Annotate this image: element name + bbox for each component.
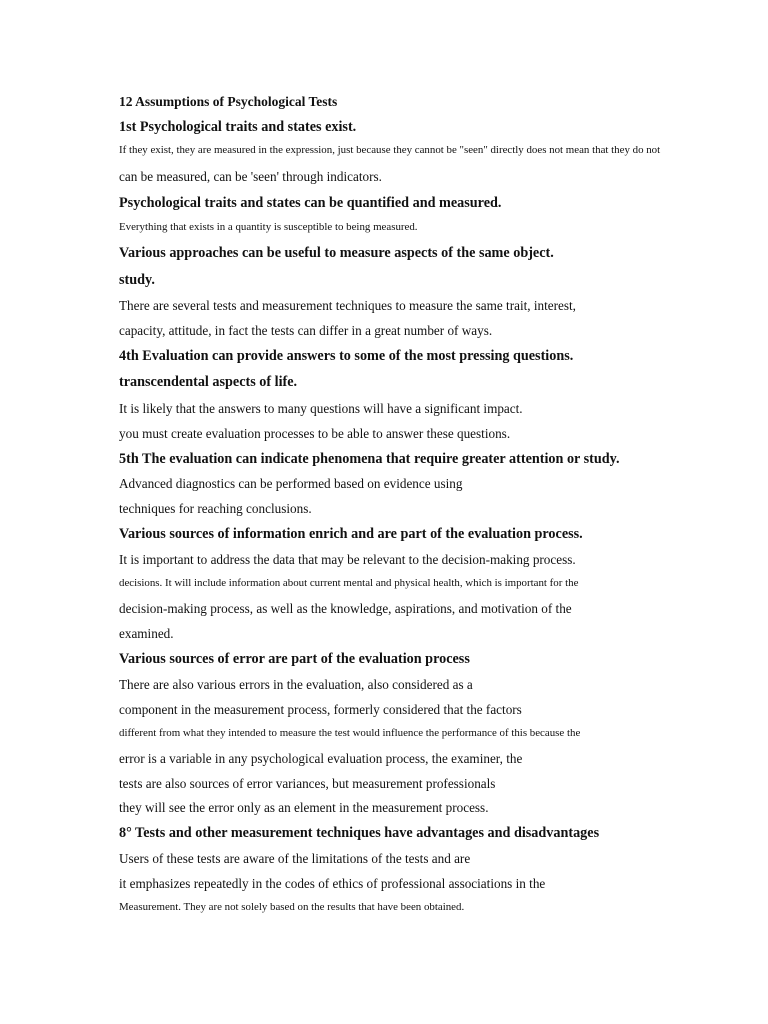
body-line: Advanced diagnostics can be performed based on evidence using [119, 476, 463, 491]
body-line: There are also various errors in the evaluation, also considered as a [119, 677, 473, 692]
body-line: It is important to address the data that may be relevant to the decision-making process. [119, 552, 576, 567]
heading-sources-error: Various sources of error are part of the evaluation process [119, 651, 470, 667]
body-line: Measurement. They are not solely based on the results that have been obtained. [119, 901, 465, 913]
body-line: component in the measurement process, formerly considered that the factors [119, 702, 522, 717]
body-line: There are several tests and measurement techniques to measure the same trait, interest, [119, 298, 576, 313]
body-line: examined. [119, 626, 174, 641]
body-line: Users of these tests are aware of the limitations of the tests and are [119, 851, 471, 866]
heading-phenomena: 5th The evaluation can indicate phenomena that require greater attention or study. [119, 451, 620, 467]
document-title: 12 Assumptions of Psychological Tests [119, 94, 338, 109]
body-line: If they exist, they are measured in the expression, just because they cannot be "seen" directly does not mean that they do not [119, 144, 661, 156]
body-line: It is likely that the answers to many questions will have a significant impact. [119, 401, 523, 416]
heading-advantages: 8° Tests and other measurement techniques have advantages and disadvantages [119, 825, 600, 841]
body-line: techniques for reaching conclusions. [119, 501, 312, 516]
body-line: they will see the error only as an element in the measurement process. [119, 800, 489, 815]
body-line: decision-making process, as well as the knowledge, aspirations, and motivation of the [119, 601, 572, 616]
heading-sources-information: Various sources of information enrich and are part of the evaluation process. [119, 526, 583, 542]
heading-continuation: study. [119, 272, 155, 288]
heading-continuation: transcendental aspects of life. [119, 374, 298, 390]
body-line: can be measured, can be 'seen' through indicators. [119, 169, 382, 184]
body-line: different from what they intended to measure the test would influence the performance of this because the [119, 727, 581, 739]
body-line: it emphasizes repeatedly in the codes of ethics of professional associations in the [119, 876, 546, 891]
body-line: error is a variable in any psychological evaluation process, the examiner, the [119, 751, 523, 766]
heading-quantified: Psychological traits and states can be quantified and measured. [119, 195, 502, 211]
heading-various-approaches: Various approaches can be useful to measure aspects of the same object. [119, 245, 554, 261]
body-line: Everything that exists in a quantity is susceptible to being measured. [119, 221, 418, 233]
heading-evaluation-answers: 4th Evaluation can provide answers to some of the most pressing questions. [119, 348, 574, 364]
heading-traits-exist: 1st Psychological traits and states exist. [119, 119, 357, 135]
body-line: capacity, attitude, in fact the tests can differ in a great number of ways. [119, 323, 493, 338]
body-line: you must create evaluation processes to be able to answer these questions. [119, 426, 511, 441]
body-line: tests are also sources of error variances, but measurement professionals [119, 776, 496, 791]
body-line: decisions. It will include information about current mental and physical health, which is important for the [119, 577, 579, 589]
